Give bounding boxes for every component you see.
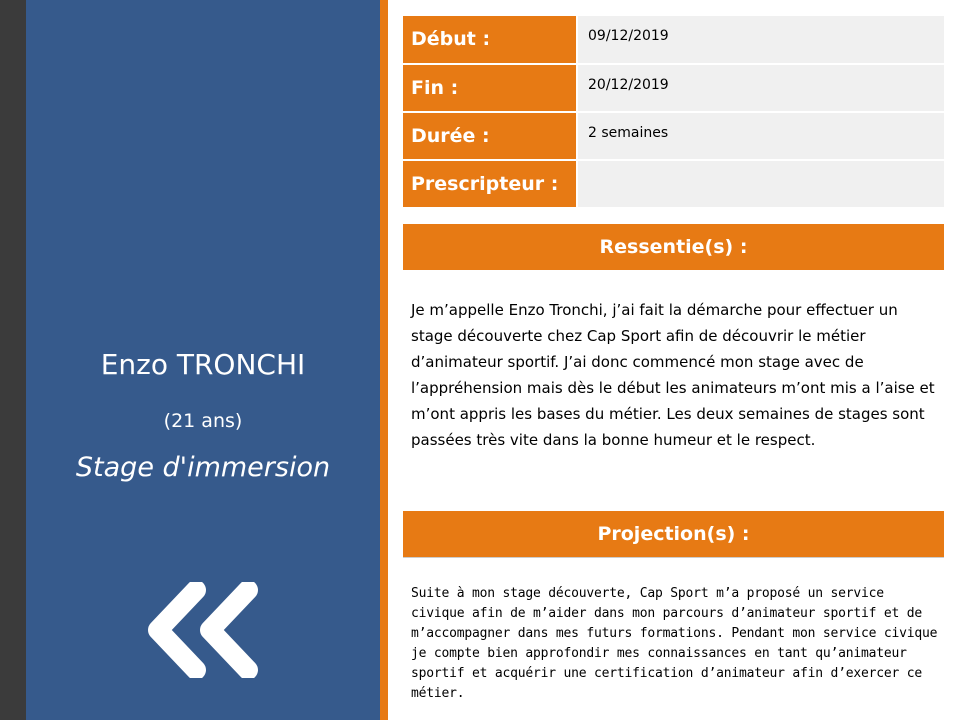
profile-panel — [26, 0, 380, 720]
info-row-duration — [403, 112, 944, 160]
info-row-prescriber — [403, 160, 944, 208]
internship-type: Stage d'immersion — [75, 452, 331, 483]
left-edge-strip — [0, 0, 26, 720]
start-label: Début : — [403, 16, 577, 64]
duration-value: 2 semaines — [577, 112, 944, 160]
end-label: Fin : — [403, 64, 577, 112]
projection-header: Projection(s) : — [403, 511, 944, 557]
info-row-end — [403, 64, 944, 112]
orange-divider — [380, 0, 388, 720]
info-row-start — [403, 16, 944, 64]
projection-text: Suite à mon stage découverte, Cap Sport m’a proposé un service civique afin de m’aider dans mon parcours d’animateur sportif et de m’accompagner dans mes futurs formations. Pendant mon service civique je compte bien approfondir mes connaissances en tant qu’animateur sportif et acquérir une certification d’animateur afin d’exercer ce métier. — [411, 586, 938, 701]
duration-label: Durée : — [403, 112, 577, 160]
prescriber-value — [577, 160, 944, 208]
projection-header-underline — [403, 557, 944, 558]
ressentie-text: Je m’appelle Enzo Tronchi, j’ai fait la démarche pour effectuer un stage découverte chez Cap Sport afin de découvrir le métier d’animateur sportif. J’ai donc commencé mon stage avec de l’appréhension mais dès le début les animateurs m’ont mis a l’aise et m’ont appris les bases du métier. Les deux semaines de stages sont passées très vite dans la bonne humeur et le respect. — [411, 301, 935, 449]
end-value: 20/12/2019 — [577, 64, 944, 112]
double-chevron-left-icon — [144, 582, 264, 678]
internship-info-table — [403, 16, 944, 209]
profile-age: (21 ans) — [163, 410, 243, 432]
start-value: 09/12/2019 — [577, 16, 944, 64]
prescriber-label: Prescripteur : — [403, 160, 577, 208]
profile-name: Enzo TRONCHI — [100, 348, 306, 381]
ressentie-header: Ressentie(s) : — [403, 224, 944, 270]
